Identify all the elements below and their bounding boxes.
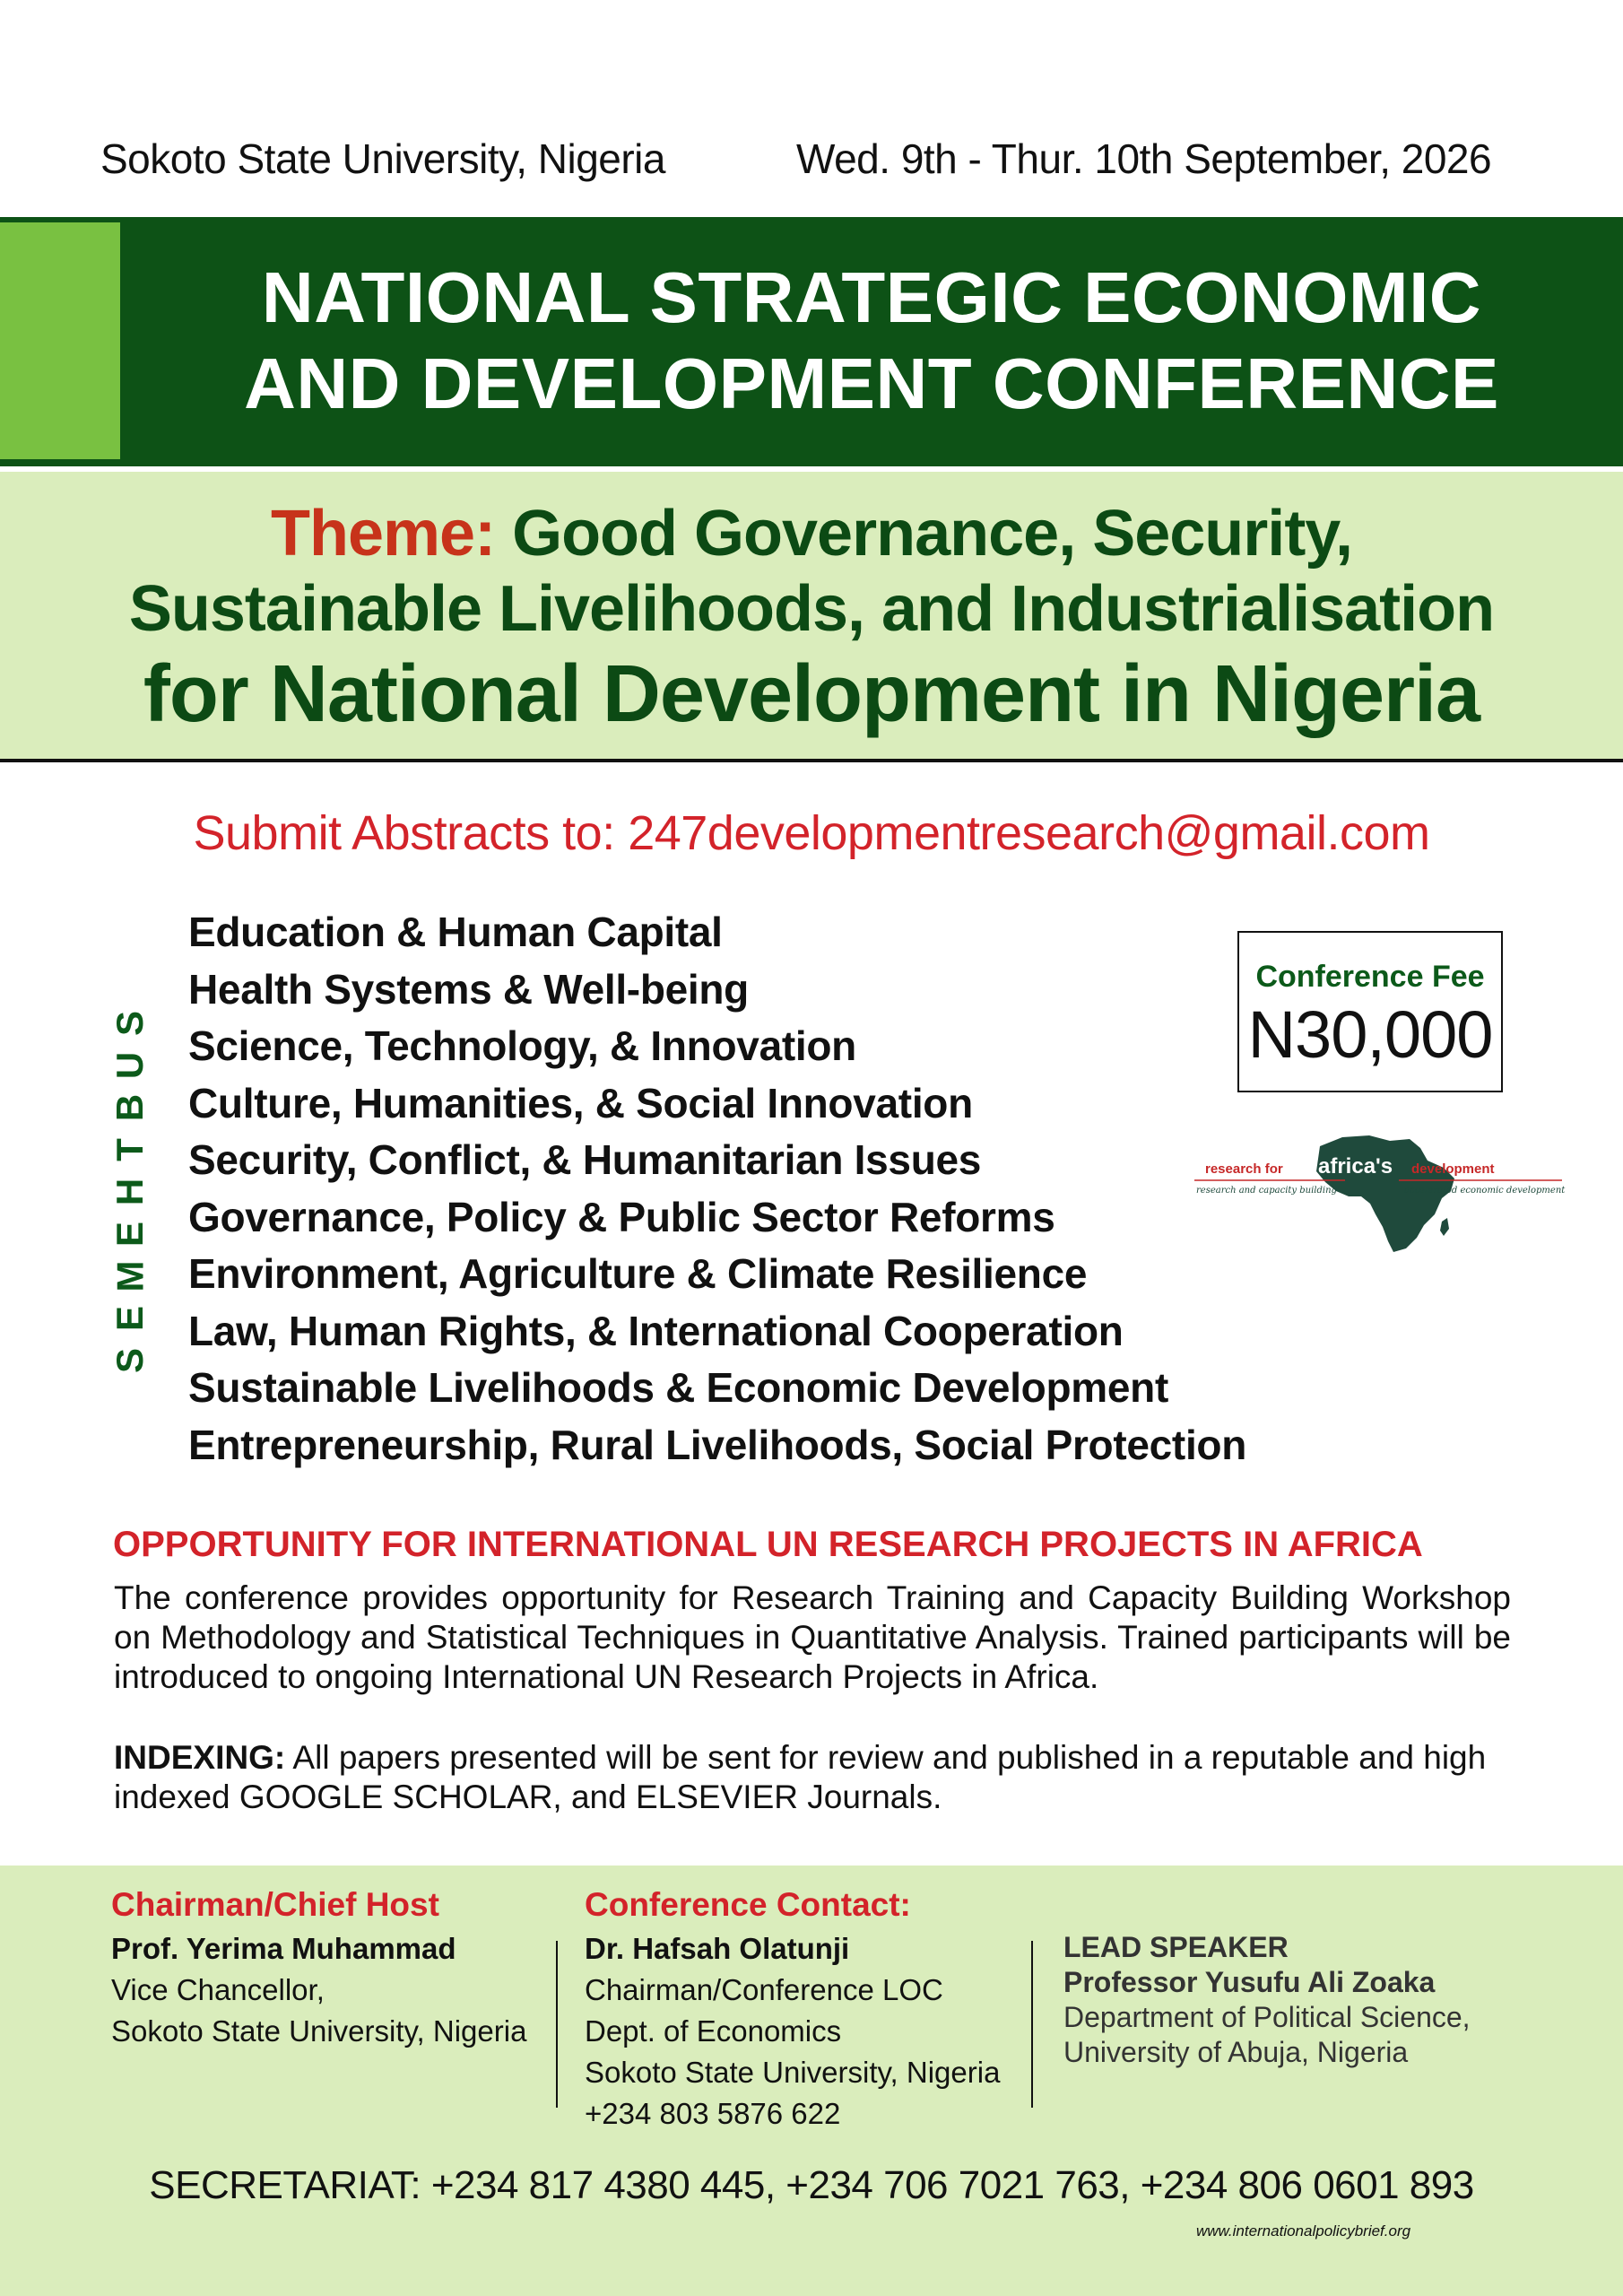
opportunity-body: The conference provides opportunity for Research Training and Capacity Building Workshop on Methodology and Statistical Techniques in Quantitative Analysis. Trained participants will be introduced to ongoing International UN Research Projects in Africa. bbox=[114, 1579, 1511, 1695]
subtheme-item: Governance, Policy & Public Sector Reforms bbox=[188, 1193, 1055, 1240]
secretariat-text: SECRETARIAT: +234 817 4380 445, +234 706 7021 763, +234 806 0601 893 bbox=[149, 2163, 1474, 2207]
logo-sub-right: accelerated economic development bbox=[1404, 1186, 1566, 1196]
theme-label: Theme: bbox=[271, 498, 496, 570]
contact-role: Chairman/Conference LOC bbox=[585, 1973, 943, 2006]
subthemes-letter: T bbox=[108, 1138, 151, 1161]
contact-dept: Dept. of Economics bbox=[585, 2014, 842, 2048]
title-line-2: AND DEVELOPMENT CONFERENCE bbox=[244, 344, 1499, 423]
subtheme-item: Environment, Agriculture & Climate Resilience bbox=[188, 1250, 1088, 1297]
footer-divider-1 bbox=[556, 1941, 558, 2108]
subthemes-letter: B bbox=[108, 1093, 151, 1122]
contact-name: Dr. Hafsah Olatunji bbox=[585, 1932, 850, 1965]
conference-title bbox=[120, 222, 1623, 459]
subthemes-letter: S bbox=[108, 1010, 151, 1037]
logo-sub-left: research and capacity building bbox=[1196, 1186, 1337, 1196]
subtheme-item: Sustainable Livelihoods & Economic Development bbox=[188, 1364, 1168, 1411]
chairman-heading: Chairman/Chief Host bbox=[111, 1886, 439, 1923]
contact-heading: Conference Contact: bbox=[585, 1886, 911, 1923]
submit-abstracts-text: Submit Abstracts to: 247developmentresearch@gmail.com bbox=[193, 806, 1430, 860]
dates-text: Wed. 9th - Thur. 10th September, 2026 bbox=[796, 135, 1492, 182]
logo-text-left: research for bbox=[1205, 1161, 1283, 1177]
lead-speaker-heading: LEAD SPEAKER bbox=[1063, 1931, 1289, 1963]
subthemes-letter: H bbox=[108, 1178, 151, 1206]
subthemes-letter: S bbox=[108, 1347, 151, 1374]
subthemes-letter: E bbox=[108, 1221, 151, 1248]
indexing-body: All papers presented will be sent for review and published in a reputable and high indexed GOOGLE SCHOLAR, and ELSEVIER Journals. bbox=[114, 1739, 1487, 1815]
subthemes-vertical-label bbox=[108, 1004, 151, 1384]
subtheme-item: Law, Human Rights, & International Cooperation bbox=[188, 1307, 1124, 1354]
contact-phone: +234 803 5876 622 bbox=[585, 2097, 841, 2130]
logo-text-right: development bbox=[1411, 1161, 1495, 1177]
chairman-org: Sokoto State University, Nigeria bbox=[111, 2014, 527, 2048]
contact-column bbox=[585, 1882, 1000, 2135]
lead-speaker-name: Professor Yusufu Ali Zoaka bbox=[1063, 1966, 1436, 1998]
subthemes-list bbox=[188, 904, 1246, 1474]
theme-line-2: Sustainable Livelihoods, and Industrialisation bbox=[128, 573, 1495, 645]
footer-divider-2 bbox=[1031, 1941, 1033, 2108]
title-line-1: NATIONAL STRATEGIC ECONOMIC bbox=[261, 257, 1482, 337]
subthemes-letter: M bbox=[108, 1260, 151, 1292]
subtheme-item: Science, Technology, & Innovation bbox=[188, 1022, 856, 1069]
contact-org: Sokoto State University, Nigeria bbox=[585, 2056, 1001, 2089]
theme-line-3: for National Development in Nigeria bbox=[143, 649, 1480, 739]
lead-speaker-dept: Department of Political Science, bbox=[1063, 2001, 1471, 2033]
fee-label: Conference Fee bbox=[1255, 960, 1485, 994]
website-text: www.internationalpolicybrief.org bbox=[1196, 2222, 1411, 2239]
subtheme-item: Culture, Humanities, & Social Innovation bbox=[188, 1079, 973, 1126]
theme-text-1: Good Governance, Security, bbox=[512, 498, 1352, 570]
conference-fee-box bbox=[1237, 931, 1503, 1092]
subthemes-letter: U bbox=[108, 1051, 151, 1080]
subtheme-item: Entrepreneurship, Rural Livelihoods, Social Protection bbox=[188, 1421, 1247, 1468]
chairman-role: Vice Chancellor, bbox=[111, 1973, 325, 2006]
research-for-africas-development-logo bbox=[1185, 1132, 1576, 1257]
title-accent-bar bbox=[0, 222, 120, 459]
lead-speaker-column bbox=[1063, 1930, 1471, 2070]
theme-line-1 bbox=[0, 495, 1623, 572]
chairman-column bbox=[111, 1882, 526, 2052]
lead-speaker-org: University of Abuja, Nigeria bbox=[1063, 2036, 1409, 2068]
indexing-paragraph bbox=[114, 1738, 1511, 1817]
opportunity-heading: OPPORTUNITY FOR INTERNATIONAL UN RESEARCH PROJECTS IN AFRICA bbox=[113, 1525, 1423, 1564]
subthemes-letter: E bbox=[108, 1305, 151, 1332]
subtheme-item: Health Systems & Well-being bbox=[188, 965, 749, 1013]
indexing-label: INDEXING: bbox=[114, 1739, 286, 1776]
chairman-name: Prof. Yerima Muhammad bbox=[111, 1932, 456, 1965]
madagascar-icon bbox=[1440, 1218, 1449, 1236]
logo-text-mid: africa's bbox=[1318, 1154, 1393, 1178]
fee-amount: N30,000 bbox=[1247, 997, 1493, 1072]
venue-text: Sokoto State University, Nigeria bbox=[100, 135, 665, 182]
subtheme-item: Security, Conflict, & Humanitarian Issues bbox=[188, 1136, 982, 1183]
subtheme-item: Education & Human Capital bbox=[188, 909, 723, 955]
